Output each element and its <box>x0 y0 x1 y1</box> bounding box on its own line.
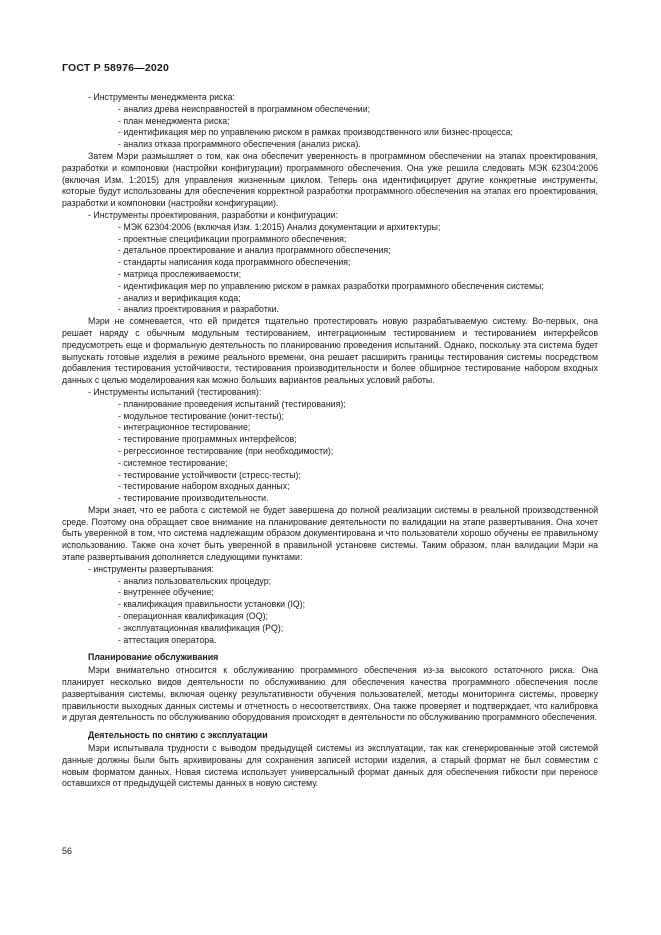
paragraph: Мэри знает, что ее работа с системой не будет завершена до полной реализации системы в реальной производственной среде. Поэтому она обращает свое внимание на планирование деятельности по валидации на этапе развертывания. Она хочет быть уверенной в том, что система надлежащим образом документирована и что пользователи хорошо обучены ее правильному использованию. Также она хочет быть уверенной в правильной установке системы. Таким образом, план валидации Мэри на этапе развертывания дополняется следующими пунктами: <box>62 504 598 563</box>
list-item: - тестирование набором входных данных; <box>118 481 290 492</box>
list-item: - план менеджмента риска; <box>118 115 230 126</box>
list-item: - стандарты написания кода программного обеспечения; <box>118 257 351 268</box>
list-item: - эксплуатационная квалификация (PQ); <box>118 622 284 633</box>
list-item: - тестирование программных интерфейсов; <box>118 434 297 445</box>
list-item: - аттестация оператора. <box>118 634 217 645</box>
list-item: - регрессионное тестирование (при необходимости); <box>118 445 334 456</box>
list-item: - операционная квалификация (OQ); <box>118 611 268 622</box>
list-item: - анализ пользовательских процедур; <box>118 575 272 586</box>
list-item: - идентификация мер по управлению риском в рамках производственного или бизнес-процесса; <box>118 127 513 138</box>
section-heading-decommission: Деятельность по снятию с эксплуатации <box>88 730 268 741</box>
list-item: - идентификация мер по управлению риском в рамках разработки программного обеспечения системы; <box>118 280 544 291</box>
list-title-risk: - Инструменты менеджмента риска: <box>88 92 235 102</box>
list-item: - матрица прослеживаемости; <box>118 268 242 279</box>
list-item: - системное тестирование; <box>118 457 228 468</box>
list-item: - анализ древа неисправностей в программном обеспечении; <box>118 103 371 114</box>
list-item: - тестирование устойчивости (стресс-тесты); <box>118 469 301 480</box>
list-item: - анализ отказа программного обеспечения (анализ риска). <box>118 139 361 150</box>
list-item: - анализ проектирования и разработки. <box>118 304 279 315</box>
list-item: - планирование проведения испытаний (тестирования); <box>118 398 346 409</box>
list-item: - проектные спецификации программного обеспечения; <box>118 233 347 244</box>
list-item: - анализ и верификация кода; <box>118 292 241 303</box>
list-item: - детальное проектирование и анализ программного обеспечения; <box>118 245 391 256</box>
list-item: - тестирование производительности. <box>118 493 269 504</box>
list-item: - внутреннее обучение; <box>118 587 214 598</box>
list-title-deploy: - инструменты развертывания: <box>88 563 214 574</box>
page-number: 56 <box>62 846 73 856</box>
document-header: ГОСТ Р 58976—2020 <box>62 62 170 74</box>
page-body <box>62 92 598 790</box>
paragraph: Мэри внимательно относится к обслуживанию программного обеспечения из-за высокого остаточного риска. Она планирует несколько видов деятельности по обслуживанию для обеспечения качества программного обеспечения после развертывания системы, включая оценку результативности обучения пользователей, методы мониторинга системы, проверку правильности выходных данных системы и отчетность о несоответствиях. Она также проверяет и подтверждает, что калибровка и другая деятельность по обслуживанию оборудования происходят в деятельности по обслуживанию программного обеспечения. <box>62 665 598 723</box>
paragraph: Мэри не сомневается, что ей придется тщательно протестировать новую разрабатываемую систему. Во-первых, она решает наряду с обычным модульным тестированием, интеграционным тестированием и тестированием интерфейсов предусмотреть еще и формальную деятельность по планированию проведения испытаний. Однако, поскольку эта система будет выпускать готовые изделия в режиме реального времени, она решает расширить границы тестирования системы посредством добавления тестирования устойчивости, тестирования производительности и более обширное тестирование набором входных данных с целью моделирования как можно больших вариантов реальных условий работы. <box>62 316 598 386</box>
list-item: - МЭК 62304:2006 (включая Изм. 1:2015) Анализ документации и архитектуры; <box>118 221 441 232</box>
list-item: - квалификация правильности установки (IQ); <box>118 599 306 610</box>
list-item: - модульное тестирование (юнит-тесты); <box>118 410 284 421</box>
list-item: - интеграционное тестирование; <box>118 422 251 433</box>
list-title-design: - Инструменты проектирования, разработки и конфигурации: <box>88 209 338 220</box>
list-title-testing: - Инструменты испытаний (тестирования): <box>88 386 262 397</box>
paragraph: Затем Мэри размышляет о том, как она обеспечит уверенность в программном обеспечении на этапах проектирования, разработки и компоновки (настройки конфигурации) программного обеспечения. Она уже решила следовать МЭК 62304:2006 (включая Изм. 1:2015) для управления жизненным циклом. Теперь она идентифицирует другие конкретные инструменты, которые будут использованы для обеспечения корректной разработки программного обеспечения на этапах его проектирования, разработки и компоновки (настройки конфигурации). <box>62 150 598 209</box>
section-heading-maintenance: Планирование обслуживания <box>88 652 219 663</box>
paragraph: Мэри испытывала трудности с выводом предыдущей системы из эксплуатации, так как сгенерированные этой системой данные должны были быть архивированы для сохранения записей истории изделия, а старый формат не был совместим с новым форматом данных. Новая система использует универсальный формат данных для обеспечения гибкости при переносе оставшихся от предыдущей системы данных в новую систему. <box>62 743 598 789</box>
